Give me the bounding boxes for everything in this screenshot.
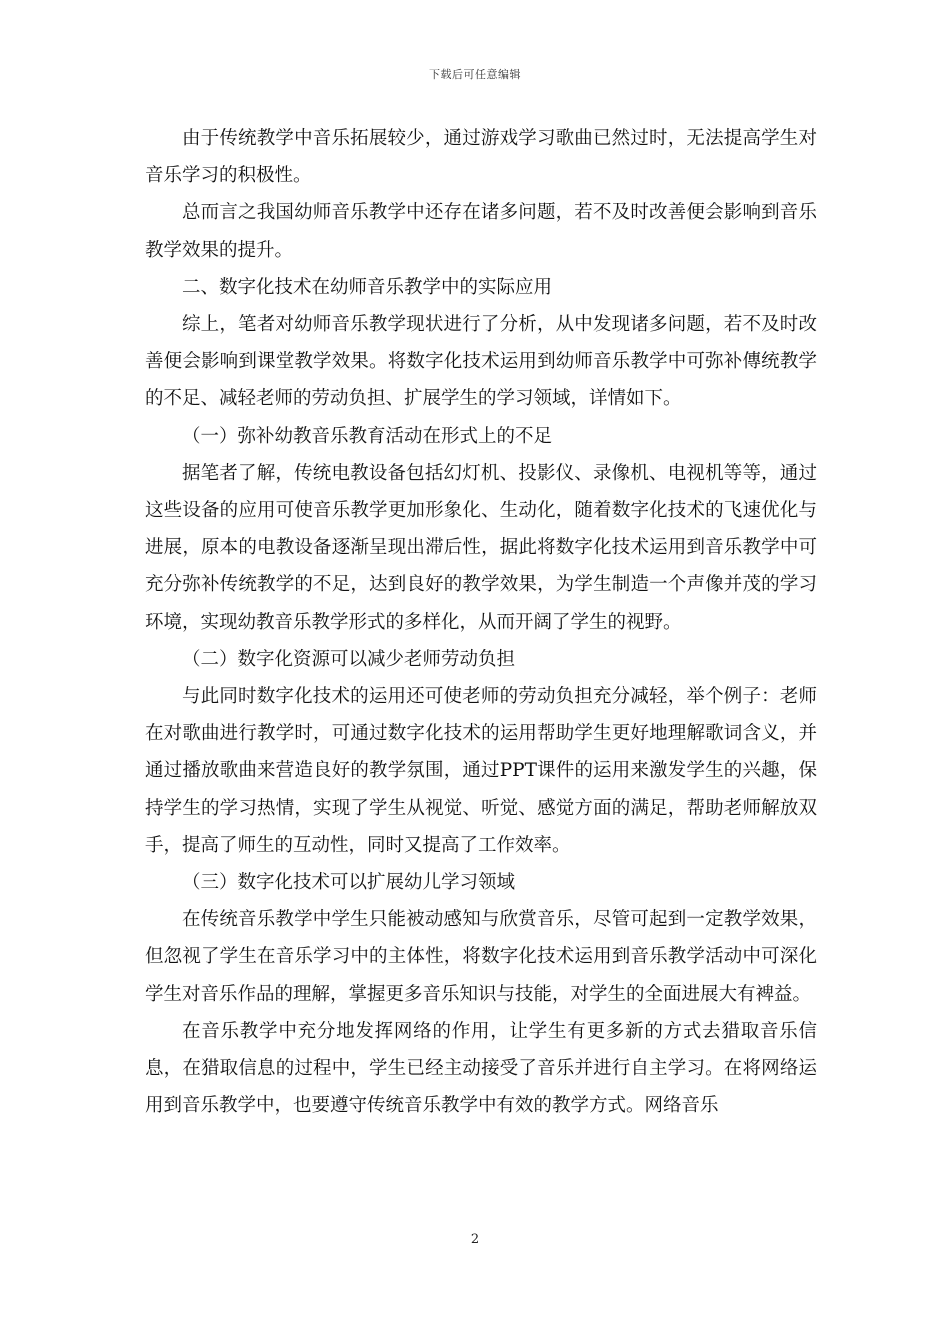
paragraph-5: 与此同时数字化技术的运用还可使老师的劳动负担充分减轻，举个例子：老师在对歌曲进行教学时，可通过数字化技术的运用帮助学生更好地理解歌词含义，并通过播放歌曲来营造良好的教学氛围，通过PPT课件的运用来激发学生的兴趣，保持学生的学习热情，实现了学生从视觉、听觉、感觉方面的满足，帮助老师解放双手，提高了师生的互动性，同时又提高了工作效率。 bbox=[145, 686, 817, 856]
section-heading-2: 二、数字化技术在幼师音乐教学中的实际应用 bbox=[182, 276, 553, 298]
subsection-heading-2: （二）数字化资源可以减少老师劳动负担 bbox=[182, 648, 516, 670]
document-body bbox=[145, 120, 817, 1124]
paragraph-3: 综上，笔者对幼师音乐教学现状进行了分析，从中发现诸多问题，若不及时改善便会影响到课堂教学效果。将数字化技术运用到幼师音乐教学中可弥补傳统教学的不足、减轻老师的劳动负担、扩展学生的学习领域，详情如下。 bbox=[145, 314, 817, 410]
subsection-heading-3: （三）数字化技术可以扩展幼儿学习领域 bbox=[182, 872, 516, 894]
subsection-heading-1: （一）弥补幼教音乐教育活动在形式上的不足 bbox=[182, 425, 553, 447]
paragraph-1: 由于传统教学中音乐拓展较少，通过游戏学习歌曲已然过时，无法提高学生对音乐学习的积极性。 bbox=[145, 128, 817, 187]
paragraph-7: 在音乐教学中充分地发挥网络的作用，让学生有更多新的方式去猎取音乐信息，在猎取信息的过程中，学生已经主动接受了音乐并进行自主学习。在将网络运用到音乐教学中，也要遵守传统音乐教学中有效的教学方式。网络音乐 bbox=[145, 1020, 817, 1117]
page-header-note: 下载后可任意编辑 bbox=[429, 68, 521, 81]
paragraph-2: 总而言之我国幼师音乐教学中还存在诸多问题，若不及时改善便会影响到音乐教学效果的提升。 bbox=[145, 202, 817, 261]
page-number: 2 bbox=[470, 1232, 480, 1247]
paragraph-6: 在传统音乐教学中学生只能被动感知与欣赏音乐，尽管可起到一定教学效果，但忽视了学生在音乐学习中的主体性，将数字化技术运用到音乐教学活动中可深化学生对音乐作品的理解，掌握更多音乐知识与技能，对学生的全面进展大有裨益。 bbox=[145, 909, 817, 1005]
paragraph-4: 据笔者了解，传统电教设备包括幻灯机、投影仪、录像机、电视机等等，通过这些设备的应用可使音乐教学更加形象化、生动化，随着数字化技术的飞速优化与进展，原本的电教设备逐渐呈现出滞后性，据此将数字化技术运用到音乐教学中可充分弥补传统教学的不足，达到良好的教学效果，为学生制造一个声像并茂的学习环境，实现幼教音乐教学形式的多样化，从而开阔了学生的视野。 bbox=[145, 462, 817, 633]
